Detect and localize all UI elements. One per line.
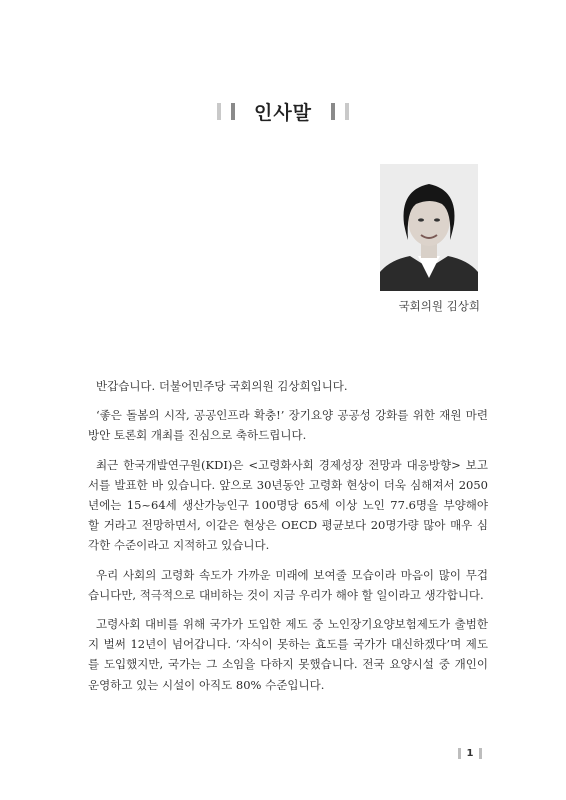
title-bar-right-outer: [345, 103, 349, 120]
portrait-illustration: [380, 164, 478, 291]
paragraph: 최근 한국개발연구원(KDI)은 <고령화사회 경제성장 전망과 대응방향> 보고서를 발표한 바 있습니다. 앞으로 30년동안 고령화 현상이 더욱 심해져서 2050년에는 15~64세 생산가능인구 100명당 65세 이상 노인 77.6명을 부양해야 할 거라고 전망하면서, 이같은 현상은 OECD 평균보다 20명가량 많아 매우 심각한 수준이라고 지적하고 있습니다.: [88, 457, 488, 553]
page-title: 인사말: [253, 101, 313, 124]
footer-bar-right: [479, 748, 482, 759]
greeting-body: [88, 376, 488, 704]
title-bar-left-outer: [217, 103, 221, 120]
page-number: 1: [466, 747, 474, 759]
paragraph: 우리 사회의 고령화 속도가 가까운 미래에 보여줄 모습이라 마음이 많이 무겁습니다만, 적극적으로 대비하는 것이 지금 우리가 해야 할 일이라고 생각합니다.: [88, 567, 488, 602]
page-footer: [440, 745, 500, 761]
paragraph: 반갑습니다. 더불어민주당 국회의원 김상희입니다.: [96, 379, 348, 393]
paragraph: 고령사회 대비를 위해 국가가 도입한 제도 중 노인장기요양보험제도가 출범한 지 벌써 12년이 넘어갑니다. ‘자식이 못하는 효도를 국가가 대신하겠다’며 제도를 도입했지만, 국가는 그 소임을 다하지 못했습니다. 전국 요양시설 중 개인이 운영하고 있는 시설이 아직도 80% 수준입니다.: [88, 617, 488, 692]
portrait-photo: [380, 164, 478, 291]
title-bar-left-inner: [231, 103, 235, 120]
portrait-caption: 국회의원 김상희: [398, 299, 480, 313]
title-bar-right-inner: [331, 103, 335, 120]
paragraph: ‘좋은 돌봄의 시작, 공공인프라 확충!’ 장기요양 공공성 강화를 위한 재원 마련 방안 토론회 개최를 진심으로 축하드립니다.: [88, 408, 488, 443]
page-title-row: [0, 98, 566, 124]
footer-bar-left: [458, 748, 461, 759]
